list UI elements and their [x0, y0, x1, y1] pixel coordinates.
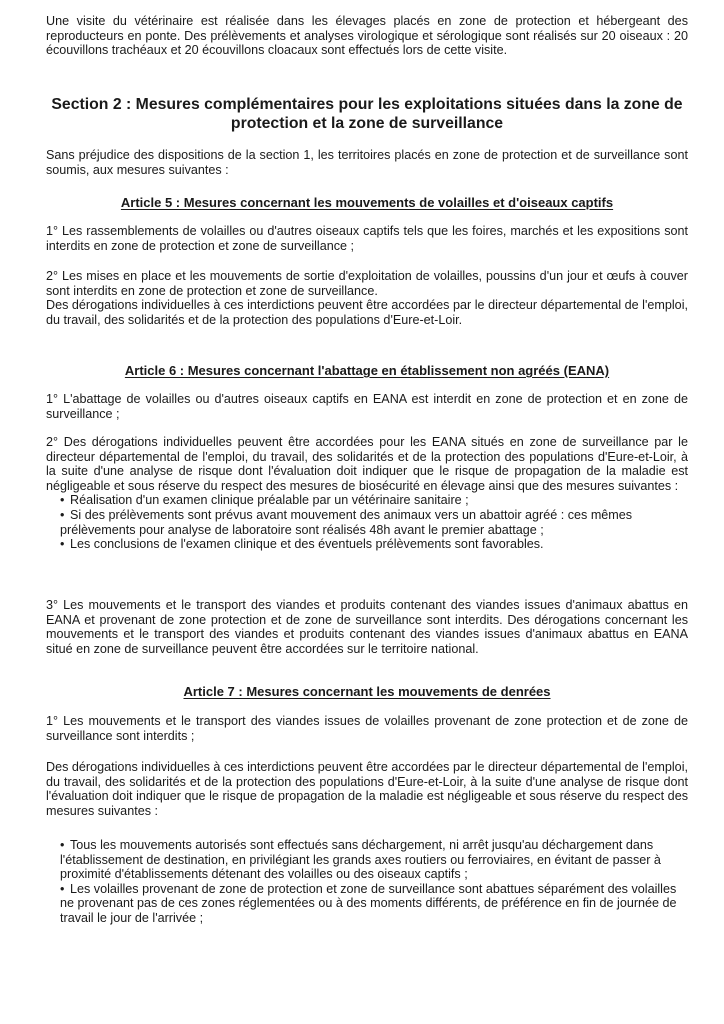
article-5-title-text: Article 5 : Mesures concernant les mouvements de volailles et d'oiseaux captifs — [120, 195, 614, 210]
article-5-point-2-block — [46, 269, 688, 327]
article-6-title — [46, 363, 688, 378]
article-6-bullet-3 — [46, 537, 688, 552]
article-6-bullet-2 — [46, 508, 688, 537]
article-6-point-1: 1° L'abattage de volailles ou d'autres oiseaux captifs en EANA est interdit en zone de protection et en zone de surveillance ; — [46, 392, 688, 421]
article-6-bullet-3-text: Les conclusions de l'examen clinique et des éventuels prélèvements sont favorables. — [70, 537, 544, 552]
article-7-derogations: Des dérogations individuelles à ces interdictions peuvent être accordées par le directeur départemental de l'emploi, du travail, des solidarités et de la protection des populations d'Eure-et-Loir, à la suite d'une analyse de risque dont l'évaluation doit indiquer que le risque de propagation de la maladie est négligeable et sous réserve du respect des mesures suivantes : — [46, 760, 688, 818]
article-7-bullet-2-text: Les volailles provenant de zone de protection et zone de surveillance sont abattues séparément des volailles ne provenant pas de ces zones réglementées ou à des moments différents, de préférence en fin de journée de travail le jour de l'arrivée ; — [60, 881, 677, 925]
intro-paragraph: Une visite du vétérinaire est réalisée dans les élevages placés en zone de protection et hébergeant des reproducteurs en ponte. Des prélèvements et analyses virologique et sérologique sont réalisés sur 20 oiseaux : 20 écouvillons trachéaux et 20 écouvillons cloacaux sont effectués lors de cette visite. — [46, 14, 688, 58]
article-6-bullet-2-text: Si des prélèvements sont prévus avant mouvement des animaux vers un abattoir agréé : ces mêmes prélèvements pour analyse de laboratoire sont réalisés 48h avant le premier abattage ; — [60, 507, 633, 537]
article-6-bullet-1 — [46, 493, 688, 508]
article-6-point-3: 3° Les mouvements et le transport des viandes et produits contenant des viandes issues d'animaux abattus en EANA et provenant de zone protection et de zone de surveillance sont interdits. Des dérogations concernant les mouvements et le transport des viandes et produits contenant des viandes issues d'animaux abattus en EANA situé en zone de surveillance peuvent être accordées sur le territoire national. — [46, 598, 688, 656]
article-6-point-2: 2° Des dérogations individuelles peuvent être accordées pour les EANA situés en zone de surveillance par le directeur départemental de l'emploi, du travail, des solidarités et de la protection des populations d'Eure-et-Loir, à la suite d'une analyse de risque dont l'évaluation doit indiquer que le risque de propagation de la maladie est négligeable et sous réserve du respect des mesures de biosécurité en élevage ainsi que des mesures suivantes : — [46, 435, 688, 493]
article-6-bullet-1-text: Réalisation d'un examen clinique préalable par un vétérinaire sanitaire ; — [70, 493, 469, 508]
article-7-bullet-1 — [46, 838, 688, 882]
article-7-bullet-2 — [46, 882, 688, 926]
section-2-lead: Sans préjudice des dispositions de la section 1, les territoires placés en zone de protection et de surveillance sont soumis, aux mesures suivantes : — [46, 148, 688, 177]
article-5-derogations: Des dérogations individuelles à ces interdictions peuvent être accordées par le directeur départemental de l'emploi, du travail, des solidarités et de la protection des populations d'Eure-et-Loir. — [46, 298, 688, 327]
article-5-point-2: 2° Les mises en place et les mouvements de sortie d'exploitation de volailles, poussins d'un jour et œufs à couver sont interdits en zone de protection et zone de surveillance. — [46, 269, 688, 298]
article-5-title — [46, 195, 688, 210]
article-6-point-2-block — [46, 435, 688, 552]
bullet-icon: • — [60, 838, 65, 852]
bullet-icon: • — [60, 507, 65, 522]
section-2-title: Section 2 : Mesures complémentaires pour les exploitations situées dans la zone de protection et la zone de surveillance — [51, 96, 683, 132]
article-7-point-1: 1° Les mouvements et le transport des viandes issues de volailles provenant de zone protection et de zone de surveillance sont interdits ; — [46, 714, 688, 743]
article-7-bullets — [46, 838, 688, 926]
article-5-point-1: 1° Les rassemblements de volailles ou d'autres oiseaux captifs tels que les foires, marchés et les expositions sont interdits en zone de protection et zone de surveillance ; — [46, 224, 688, 253]
bullet-icon: • — [60, 537, 65, 552]
article-7-title-text: Article 7 : Mesures concernant les mouvements de denrées — [183, 684, 551, 699]
article-6-title-text: Article 6 : Mesures concernant l'abattage en établissement non agréés (EANA) — [124, 363, 610, 378]
article-7-bullet-1-text: Tous les mouvements autorisés sont effectués sans déchargement, ni arrêt jusqu'au déchargement dans l'établissement de destination, en privilégiant les grands axes routiers ou ferroviaires, en évitant de passer à proximité d'établissements détenant des volailles ou des oiseaux captifs ; — [60, 838, 661, 882]
bullet-icon: • — [60, 493, 65, 508]
article-7-title — [46, 684, 688, 699]
bullet-icon: • — [60, 881, 65, 896]
